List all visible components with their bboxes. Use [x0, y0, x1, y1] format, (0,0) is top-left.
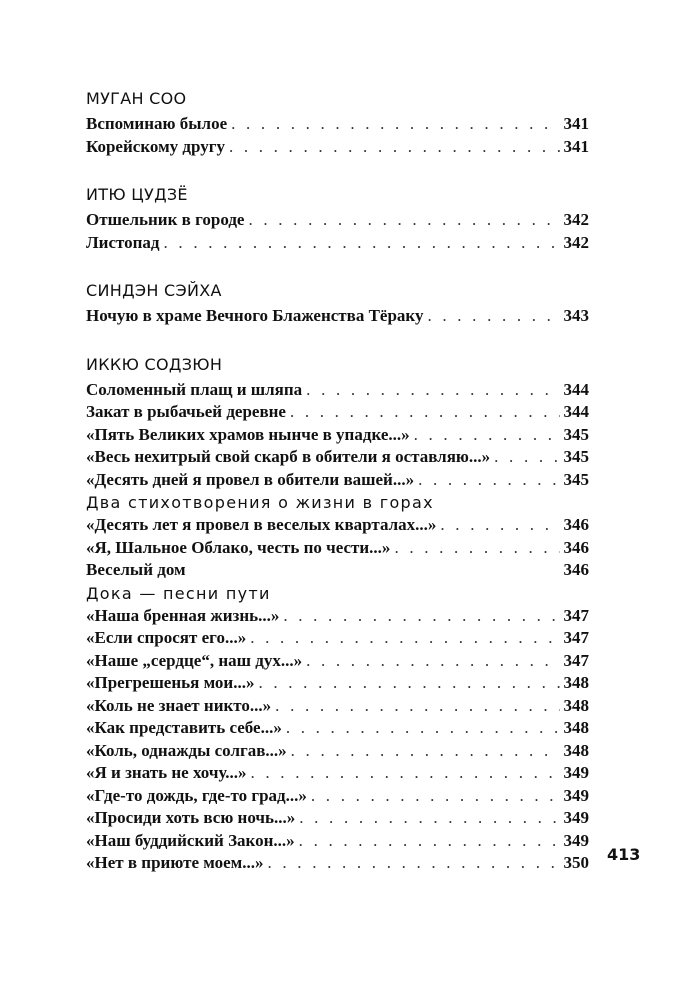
toc-entry: [86, 136, 589, 159]
dot-leader: [164, 232, 560, 255]
page-number: 413: [607, 845, 641, 864]
author-heading: СИНДЭН СЭЙХА: [86, 281, 222, 300]
dot-leader: [231, 113, 559, 136]
toc-entry: [86, 762, 589, 785]
dot-leader: [290, 401, 560, 424]
entry-page: 347: [563, 605, 589, 625]
toc-entry: [86, 695, 589, 718]
entry-title: Отшельник в городе: [86, 210, 245, 229]
toc-entry: [86, 379, 589, 402]
toc-entry: [86, 514, 589, 537]
toc-entry: [86, 305, 589, 328]
dot-leader: [275, 695, 559, 718]
entry-title: «Нет в приюте моем...»: [86, 853, 264, 872]
toc-entry: [86, 627, 589, 650]
toc-entry: [86, 232, 589, 255]
entry-page: 345: [563, 469, 589, 489]
dot-leader: [299, 807, 559, 830]
toc-entry: [86, 537, 589, 560]
dot-leader: [494, 446, 559, 469]
entry-title: Закат в рыбачьей деревне: [86, 402, 286, 421]
toc-entry: [86, 113, 589, 136]
dot-leader: [418, 469, 559, 492]
entry-title: Ночую в храме Вечного Блаженства Тёраку: [86, 306, 424, 325]
author-heading: ИТЮ ЦУДЗЁ: [86, 185, 188, 204]
dot-leader: [306, 650, 559, 673]
entry-page: 349: [563, 830, 589, 850]
toc-entry: [86, 852, 589, 875]
entry-title: «Если спросят его...»: [86, 628, 247, 647]
toc-entry: [86, 672, 589, 695]
toc-entry: [86, 717, 589, 740]
entry-page: 343: [563, 306, 589, 325]
entry-title: «Где-то дождь, где-то град...»: [86, 785, 307, 805]
entry-title: «Я, Шальное Облако, честь по чести...»: [86, 537, 391, 557]
toc-entry: [86, 469, 589, 492]
entry-title: «Десять дней я провел в обители вашей...»: [86, 469, 415, 489]
dot-leader: [248, 209, 559, 232]
dot-leader: [268, 852, 560, 875]
entry-page: 341: [563, 136, 589, 156]
toc-entry: [86, 807, 589, 830]
entry-page: 349: [563, 785, 589, 805]
entry-title: «Просиди хоть всю ночь...»: [86, 808, 296, 827]
entry-title: «Наша бренная жизнь...»: [86, 605, 280, 625]
dot-leader: [229, 136, 560, 159]
entry-page: 348: [563, 718, 589, 737]
dot-leader: [394, 537, 559, 560]
toc-entry: [86, 424, 589, 447]
dot-leader: [291, 740, 560, 763]
dot-leader: [311, 785, 560, 808]
entry-title: Корейскому другу: [86, 136, 225, 156]
entry-page: 344: [563, 379, 589, 399]
entry-title: Вспоминаю былое: [86, 114, 228, 133]
dot-leader: [427, 305, 559, 328]
dot-leader: [283, 605, 559, 628]
entry-title: «Пять Великих храмов нынче в упадке...»: [86, 424, 410, 444]
entry-page: 350: [563, 853, 589, 872]
author-heading: ИККЮ СОДЗЮН: [86, 354, 223, 374]
entry-page: 346: [563, 537, 589, 557]
entry-page: 349: [563, 763, 589, 782]
dot-leader: [299, 830, 560, 853]
entry-title: «Наше „сердце“, наш дух...»: [86, 650, 303, 670]
author-heading: МУГАН СОО: [86, 89, 187, 108]
entry-title: «Десять лет я провел в веселых кварталах...»: [86, 515, 437, 534]
entry-title: «Коль не знает никто...»: [86, 695, 272, 715]
entry-page: 347: [563, 650, 589, 670]
toc-entry: [86, 401, 589, 424]
dot-leader: [414, 424, 560, 447]
entry-page: 342: [563, 210, 589, 229]
entry-page: 348: [563, 740, 589, 760]
dot-leader: [286, 717, 560, 740]
entry-page: 341: [563, 114, 589, 133]
entry-title: «Коль, однажды солгав...»: [86, 740, 287, 760]
subsection-heading: Дока — песни пути: [86, 583, 271, 603]
entry-page: 346: [563, 515, 589, 534]
toc-entry: [86, 446, 589, 469]
entry-page: 348: [563, 673, 589, 692]
entry-page: 346: [563, 560, 589, 579]
entry-page: 342: [563, 232, 589, 252]
entry-title: «Я и знать не хочу...»: [86, 763, 247, 782]
dot-leader: [251, 762, 560, 785]
entry-title: «Как представить себе...»: [86, 718, 282, 737]
entry-title: «Наш буддийский Закон...»: [86, 830, 295, 850]
entry-title: Соломенный плащ и шляпа: [86, 379, 303, 399]
entry-page: 348: [563, 695, 589, 715]
toc-entry: [86, 209, 589, 232]
entry-page: 347: [563, 628, 589, 647]
entry-page: 349: [563, 808, 589, 827]
toc-entry: [86, 605, 589, 628]
entry-page: 345: [563, 424, 589, 444]
toc-entry: [86, 830, 589, 853]
entry-title: Листопад: [86, 232, 160, 252]
dot-leader: [258, 672, 559, 695]
toc-entry: [86, 559, 589, 582]
entry-title: «Весь нехитрый свой скарб в обители я оставляю...»: [86, 447, 491, 466]
table-of-contents: [86, 88, 589, 875]
toc-entry: [86, 740, 589, 763]
entry-title: «Прегрешенья мои...»: [86, 673, 255, 692]
toc-entry: [86, 785, 589, 808]
entry-page: 344: [563, 402, 589, 421]
subsection-heading: Два стихотворения о жизни в горах: [86, 493, 434, 512]
entry-title: Веселый дом: [86, 560, 186, 579]
toc-entry: [86, 650, 589, 673]
dot-leader: [250, 627, 559, 650]
dot-leader: [440, 514, 559, 537]
dot-leader: [306, 379, 559, 402]
entry-page: 345: [563, 447, 589, 466]
